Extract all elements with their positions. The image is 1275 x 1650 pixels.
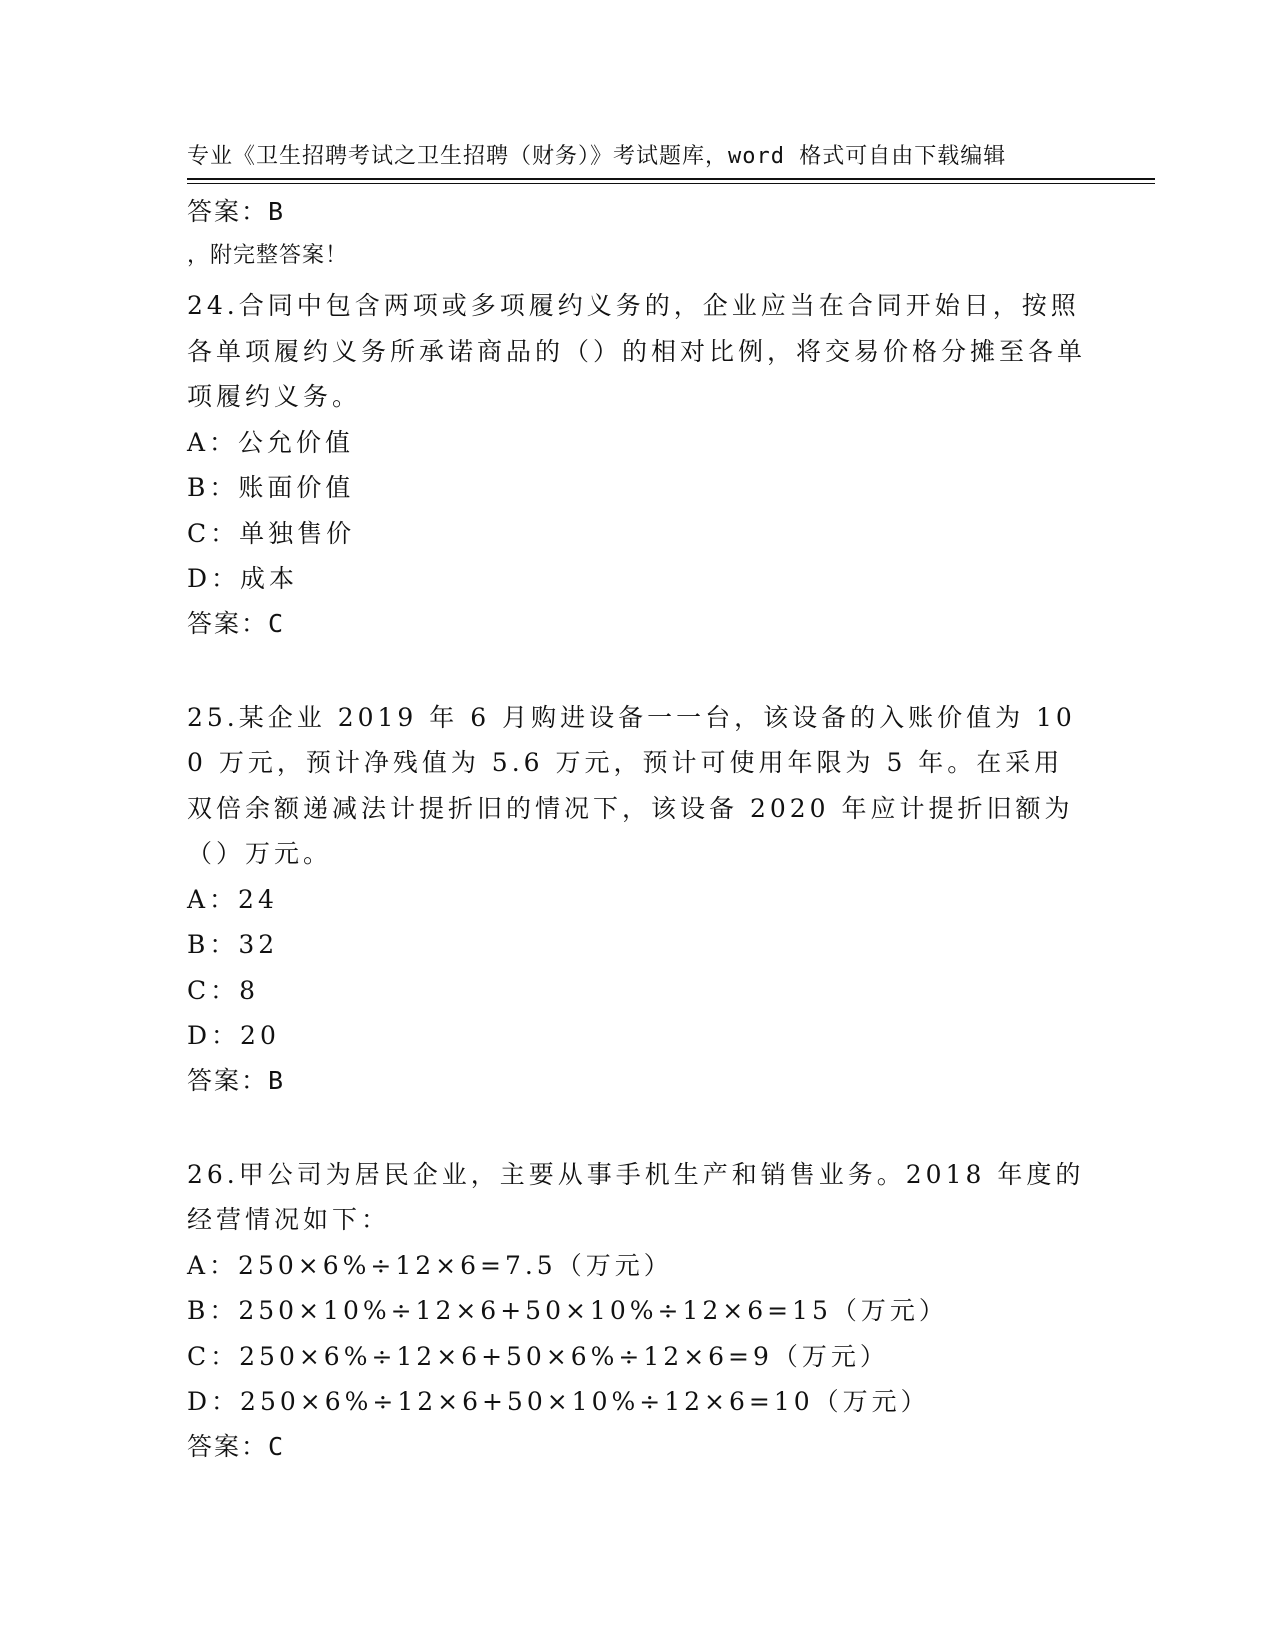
- header-line-2: ，附完整答案！: [187, 243, 349, 268]
- question-stem: 26.甲公司为居民企业，主要从事手机生产和销售业务。2018 年度的经营情况如下：: [187, 1159, 1085, 1234]
- option-c: C：8: [187, 975, 260, 1005]
- question-item: [187, 1152, 1087, 1469]
- option-b: B：账面价值: [187, 473, 355, 502]
- answer-line: 答案：C: [187, 608, 286, 638]
- header-rule-thin: [187, 183, 1155, 184]
- question-item: [187, 283, 1087, 646]
- option-a: A：250×6%÷12×6=7.5（万元）: [187, 1250, 673, 1280]
- option-a: A：24: [187, 884, 278, 914]
- option-b: B：250×10%÷12×6+50×10%÷12×6=15（万元）: [187, 1296, 948, 1325]
- option-d: D：250×6%÷12×6+50×10%÷12×6=10（万元）: [187, 1387, 930, 1416]
- option-d: D：20: [187, 1021, 280, 1050]
- header-rule-thick: [187, 178, 1155, 180]
- header-line-1: 专业《卫生招聘考试之卫生招聘（财务）》考试题库，word 格式可自由下载编辑: [187, 144, 1007, 169]
- answer-line: 答案：B: [187, 1065, 286, 1095]
- option-b: B：32: [187, 930, 279, 959]
- question-stem: 25.某企业 2019 年 6 月购进设备一一台，该设备的入账价值为 100 万元，预计净残值为 5.6 万元，预计可使用年限为 5 年。在采用双倍余额递减法计提折旧的情况下，该设备 2020 年应计提折旧额为（）万元。: [187, 702, 1076, 868]
- answer-line: 答案：B: [187, 197, 286, 226]
- option-c: C：单独售价: [187, 518, 356, 548]
- question-list: [187, 190, 1087, 1469]
- option-c: C：250×6%÷12×6+50×6%÷12×6=9（万元）: [187, 1341, 889, 1371]
- question-stem: 24.合同中包含两项或多项履约义务的，企业应当在合同开始日，按照各单项履约义务所承诺商品的（）的相对比例，将交易价格分摊至各单项履约义务。: [187, 291, 1087, 411]
- option-d: D：成本: [187, 564, 299, 593]
- option-a: A：公允价值: [187, 427, 355, 457]
- answer-line: 答案：C: [187, 1431, 286, 1461]
- question-item: [187, 695, 1087, 1103]
